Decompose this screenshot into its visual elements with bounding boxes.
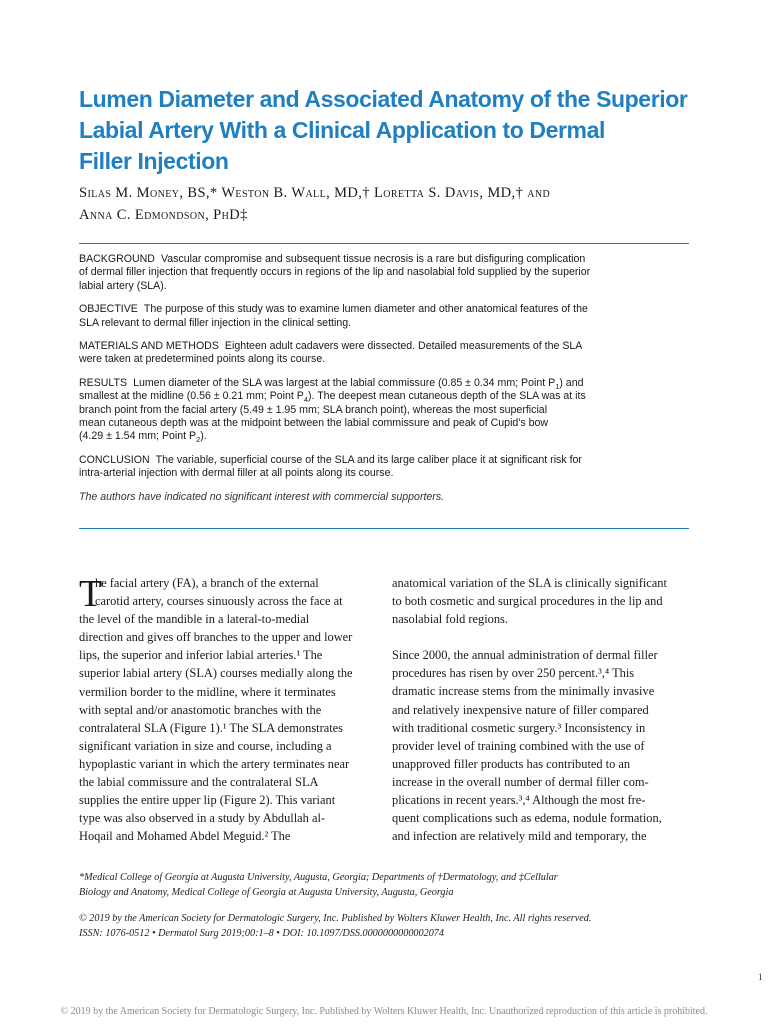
body-line: quent complications such as edema, nodule formation, [392,811,662,826]
title-line: Lumen Diameter and Associated Anatomy of the Superior [79,86,688,112]
body-line: type was also observed in a study by Abdullah al- [79,811,326,826]
abstract-conclusion: CONCLUSION The variable, superficial course of the SLA and its large caliber place it at significant risk for intra-arterial injection with dermal filler at all points along its course. [79,453,582,480]
body-line: the labial commissure and the contralateral SLA [79,775,319,790]
body-line: and infection are relatively mild and temporary, the [392,829,647,844]
body-line: procedures has risen by over 250 percent.³,⁴ This [392,666,635,681]
paragraph-gap [392,628,692,646]
abstract-objective: OBJECTIVE The purpose of this study was to examine lumen diameter and other anatomical features of the SLA relevant to dermal filler injection in the clinical setting. [79,303,588,329]
title-line: Labial Artery With a Clinical Application to Dermal [79,117,605,143]
section-heading: OBJECTIVE [79,303,138,316]
body-line: nasolabial fold regions. [392,612,508,627]
affiliations: *Medical College of Georgia at Augusta University, Augusta, Georgia; Departments of †Dermatology, and ‡Cellular Biology and Anatomy, Medical College of Georgia at Augusta University, Augusta, Georgia [79,872,558,898]
article-title [79,84,719,177]
body-line: direction and gives off branches to the upper and lower [79,630,353,645]
author-line: Anna C. Edmondson, PhD‡ [79,207,248,223]
body-line: with traditional cosmetic surgery.³ Inconsistency in [392,720,646,735]
body-line: superior labial artery (SLA) courses medially along the [79,666,353,681]
section-heading: BACKGROUND [79,253,155,265]
body-right-column [392,574,692,845]
section-heading: CONCLUSION [79,453,150,466]
footnotes [79,870,699,941]
copyright-block: © 2019 by the American Society for Dermatologic Surgery, Inc. Published by Wolters Kluwer Health, Inc. All rights reserved. ISSN: 1076-0512 • Dermatol Surg 2019;00:1–8 • DOI: 10.1097/DSS.0000000000002074 [79,913,592,939]
abstract-methods: MATERIALS AND METHODS Eighteen adult cadavers were dissected. Detailed measurements of the SLA were taken at predetermined points along its course. [79,340,583,366]
disclosure-statement: The authors have indicated no significant interest with commercial supporters. [79,490,445,503]
body-left-column [79,574,379,845]
drop-cap: T [79,573,103,615]
body-line: lips, the superior and inferior labial arteries.¹ The [79,648,323,663]
body-line: with septal and/or anastomotic branches with the [79,702,322,717]
body-line: unapproved filler products has contributed to an [392,756,631,771]
body-line: and relatively inexpensive nature of filler compared [392,702,649,717]
abstract-top-rule [79,243,689,244]
bottom-copyright-notice: © 2019 by the American Society for Dermatologic Surgery, Inc. Published by Wolters Kluwer Health, Inc. Unauthorized reproduction of this article is prohibited. [60,1006,708,1017]
body-line: he facial artery (FA), a branch of the external [95,576,319,590]
body-line: anatomical variation of the SLA is clinically significant [392,576,667,590]
body-line: the level of the mandible in a lateral-to-medial [79,612,310,627]
body-line: to both cosmetic and surgical procedures in the lip and [392,594,663,609]
body-line: provider level of training combined with the use of [392,738,645,753]
author-list [79,182,699,226]
body-line: carotid artery, courses sinuously across the face at [95,594,343,609]
title-line: Filler Injection [79,148,229,174]
body-line: increase in the overall number of dermal filler com- [392,774,649,789]
body-line: significant variation in size and course, including a [79,738,332,753]
section-heading: MATERIALS AND METHODS [79,340,219,353]
section-heading: RESULTS [79,376,128,389]
body-line: supplies the entire upper lip (Figure 2). This variant [79,793,336,808]
abstract-results: RESULTS Lumen diameter of the SLA was largest at the labial commissure (0.85 ± 0.34 mm; Point $P_1$) and smallest at the midline (0.56 ± 0.21 mm; Point $P_4$). The deepest mean cutaneous depth of the SLA was at its branch point from the facial artery (5.49 ± 1.95 mm; SLA branch point), whereas the most superficial mean cutaneous depth was at the midpoint between the labial commissure and peak of Cupid's bow (4.29 ± 1.54 mm; Point $P_2$). [79,376,586,445]
author-line: Silas M. Money, BS,* Weston B. Wall, MD,† Loretta S. Davis, MD,† and [79,185,551,201]
body-line: Hoqail and Mohamed Abdel Meguid.² The [79,829,291,844]
body-line: hypoplastic variant in which the artery terminates near [79,756,350,771]
body-line: vermilion border to the midline, where it terminates [79,684,336,699]
abstract-bottom-rule [79,528,689,529]
body-line: plications in recent years.³,⁴ Although the most fre- [392,793,646,808]
abstract [79,253,689,514]
body-line: contralateral SLA (Figure 1).¹ The SLA demonstrates [79,720,343,735]
body-line: dramatic increase stems from the minimally invasive [392,684,655,699]
body-line: Since 2000, the annual administration of dermal filler [392,648,658,663]
abstract-background: BACKGROUND Vascular compromise and subsequent tissue necrosis is a rare but disfiguring complication of dermal filler injection that frequently occurs in regions of the lip and nasolabial fold supplied by the superior labial artery (SLA). [79,253,591,292]
page-number: 1 [758,973,763,983]
